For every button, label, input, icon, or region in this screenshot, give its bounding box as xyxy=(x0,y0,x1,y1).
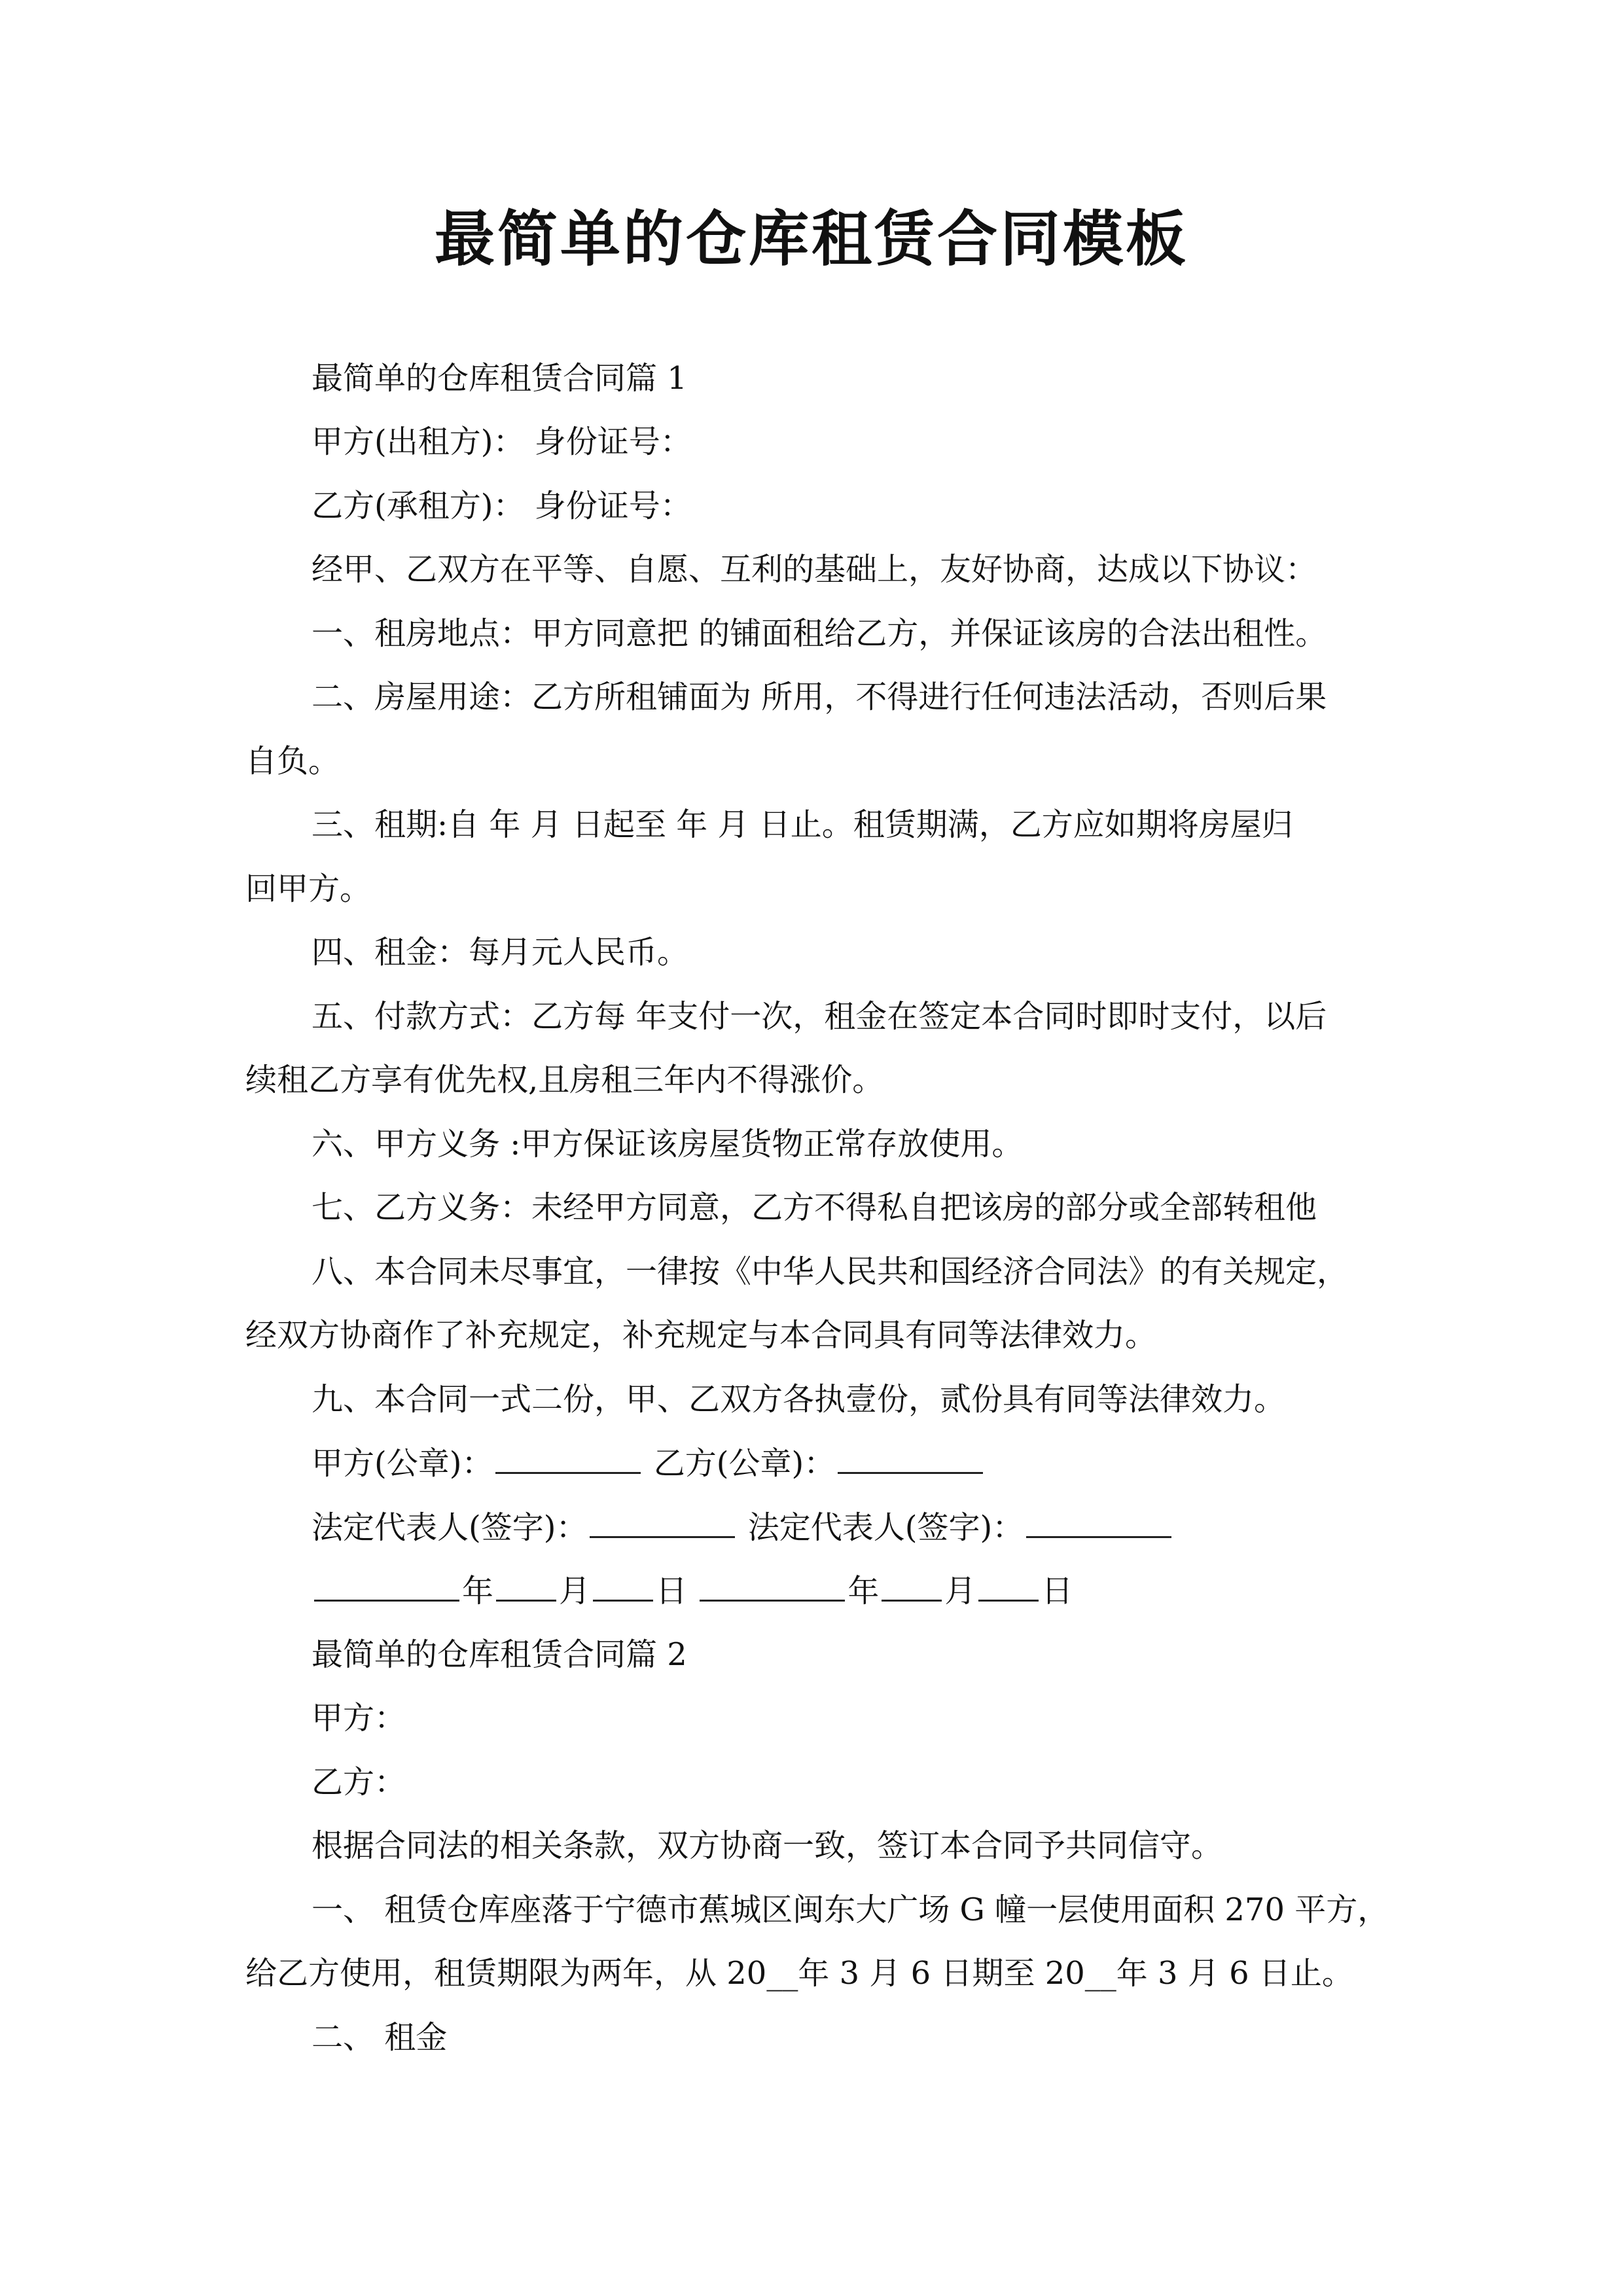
month-label: 月 xyxy=(944,1573,976,1609)
clause-supplement: 八、本合同未尽事宜，一律按《中华人民共和国经济合同法》的有关规定， xyxy=(312,1253,1349,1290)
clause-usage-cont: 自负。 xyxy=(245,743,340,780)
month-label: 月 xyxy=(559,1573,591,1609)
date-b-year-blank[interactable] xyxy=(700,1571,845,1602)
clause-usage: 二、房屋用途：乙方所租铺面为 所用，不得进行任何违法活动，否则后果 xyxy=(312,679,1327,715)
section-heading-2: 最简单的仓库租赁合同篇 2 xyxy=(312,1636,687,1673)
clause-payment-cont: 续租乙方享有优先权,且房租三年内不得涨价。 xyxy=(245,1062,884,1098)
party-a-rep-blank[interactable] xyxy=(590,1507,735,1538)
day-label: 日 xyxy=(1041,1573,1073,1609)
representative-line xyxy=(312,1507,1174,1547)
seal-line xyxy=(312,1443,986,1483)
clause-supplement-cont: 经双方协商作了补充规定，补充规定与本合同具有同等法律效力。 xyxy=(245,1317,1157,1354)
clause-party-b-duty: 七、乙方义务：未经甲方同意，乙方不得私自把该房的部分或全部转租他 xyxy=(312,1189,1317,1226)
clause-term: 三、租期:自 年 月 日起至 年 月 日止。租赁期满，乙方应如期将房屋归 xyxy=(312,806,1293,843)
date-line xyxy=(312,1571,1073,1611)
party-a-line-2: 甲方： xyxy=(312,1700,406,1736)
party-b-line-2: 乙方： xyxy=(312,1764,406,1801)
party-a-seal-blank[interactable] xyxy=(495,1443,641,1474)
clause-payment: 五、付款方式：乙方每 年支付一次，租金在签定本合同时即时支付，以后 xyxy=(312,998,1327,1035)
day-label: 日 xyxy=(656,1573,688,1609)
date-b-day-blank[interactable] xyxy=(978,1571,1039,1602)
section-heading-1: 最简单的仓库租赁合同篇 1 xyxy=(312,360,687,397)
clause-copies: 九、本合同一式二份，甲、乙双方各执壹份，贰份具有同等法律效力。 xyxy=(312,1381,1286,1418)
date-a-month-blank[interactable] xyxy=(496,1571,556,1602)
clause-warehouse: 一、 租赁仓库座落于宁德市蕉城区闽东大广场 G 幢一层使用面积 270 平方， xyxy=(312,1892,1389,1928)
party-b-line: 乙方(承租方)： 身份证号： xyxy=(312,488,692,524)
year-label: 年 xyxy=(847,1573,880,1609)
party-a-line: 甲方(出租方)： 身份证号： xyxy=(312,423,692,460)
party-a-rep-label: 法定代表人(签字)： xyxy=(312,1509,588,1546)
agreement-intro: 经甲、乙双方在平等、自愿、互利的基础上，友好协商，达成以下协议： xyxy=(312,551,1317,588)
date-b-month-blank[interactable] xyxy=(882,1571,942,1602)
clause-party-a-duty: 六、甲方义务 :甲方保证该房屋货物正常存放使用。 xyxy=(312,1126,1024,1162)
date-a-day-blank[interactable] xyxy=(593,1571,653,1602)
clause-rent-2: 二、 租金 xyxy=(312,2019,448,2056)
party-b-rep-blank[interactable] xyxy=(1026,1507,1171,1538)
party-b-seal-label: 乙方(公章)： xyxy=(653,1445,836,1482)
clause-term-cont: 回甲方。 xyxy=(245,870,372,907)
party-a-seal-label: 甲方(公章)： xyxy=(312,1445,493,1482)
clause-rent: 四、租金：每月元人民币。 xyxy=(312,934,689,971)
clause-location: 一、租房地点：甲方同意把 的铺面租给乙方，并保证该房的合法出租性。 xyxy=(312,615,1327,652)
year-label: 年 xyxy=(462,1573,494,1609)
clause-warehouse-cont: 给乙方使用，租赁期限为两年，从 20__年 3 月 6 日期至 20__年 3 月 6 日止。 xyxy=(245,1955,1353,1992)
agreement-intro-2: 根据合同法的相关条款，双方协商一致，签订本合同予共同信守。 xyxy=(312,1827,1223,1864)
party-b-rep-label: 法定代表人(签字)： xyxy=(747,1509,1024,1546)
document-title: 最简单的仓库租赁合同模板 xyxy=(434,204,1188,274)
date-a-year-blank[interactable] xyxy=(314,1571,459,1602)
party-b-seal-blank[interactable] xyxy=(838,1443,983,1474)
